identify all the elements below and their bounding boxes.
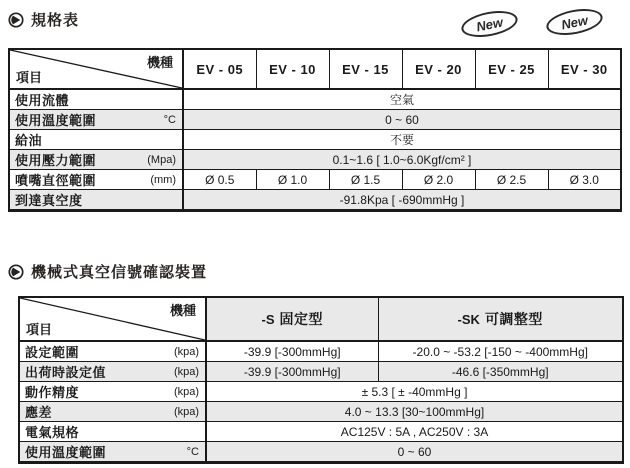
row-value-sk: -46.6 [-350mmHg] [378,362,623,382]
table-row [9,89,621,110]
column-header-ev25: EV - 25 [475,49,548,89]
section-title-text: 規格表 [31,12,80,29]
vacuum-switch-table [18,296,624,464]
row-label-cell [9,170,183,190]
row-label-cell [9,130,183,150]
row-label: 噴嘴直徑範圍 [15,173,97,188]
row-label-cell [9,89,183,110]
spec-table [8,48,622,212]
nozzle-diameter-value: Ø 1.5 [329,170,402,190]
row-label-cell [19,442,206,463]
column-header-ev30: EV - 30 [548,49,621,89]
model-code: -S [261,312,275,327]
nozzle-diameter-value: Ø 2.5 [475,170,548,190]
play-circle-icon [8,264,24,280]
row-label-cell [9,150,183,170]
table-row [9,150,621,170]
play-circle-icon [8,12,24,28]
section-title-text: 機械式真空信號確認裝置 [31,264,208,281]
row-value-s: -39.9 [-300mmHg] [206,362,378,382]
corner-cell [19,297,206,341]
nozzle-diameter-value: Ø 2.0 [402,170,475,190]
table-row [9,170,621,190]
spec-section-title [8,9,79,30]
column-header-ev20: EV - 20 [402,49,475,89]
table-row [19,382,623,402]
row-unit: °C [163,113,176,126]
row-unit: (kpa) [173,385,199,398]
table-row [19,362,623,382]
row-value: AC125V : 5A , AC250V : 3A [206,422,623,442]
row-value: 4.0 ~ 13.3 [30~100mmHg] [206,402,623,422]
row-label: 電氣規格 [25,425,80,440]
table-row [19,341,623,362]
row-unit: (kpa) [173,345,199,358]
column-header-adjustable [378,297,623,341]
row-label: 到達真空度 [15,193,83,208]
row-label-cell [9,110,183,130]
new-badge [459,7,520,41]
row-label: 動作精度 [25,385,80,400]
table-row [9,130,621,150]
table-row [19,422,623,442]
row-label: 設定範圍 [25,345,80,360]
table-row [9,110,621,130]
row-label: 使用溫度範圍 [15,113,97,128]
row-value: 0 ~ 60 [206,442,623,463]
row-label: 使用溫度範圍 [25,445,107,460]
column-header-ev10: EV - 10 [256,49,329,89]
table-row [19,442,623,463]
row-label: 出荷時設定值 [25,365,107,380]
switch-table-header-row [19,297,623,341]
new-badge [544,5,605,39]
row-label: 應差 [25,405,53,420]
nozzle-diameter-value: Ø 3.0 [548,170,621,190]
new-badge-text: New [474,14,505,34]
row-value: 不要 [183,130,621,150]
row-label: 給油 [15,133,43,148]
corner-cell [9,49,183,89]
row-unit: (kpa) [173,405,199,418]
model-type: 固定型 [279,311,323,327]
row-label-cell [19,382,206,402]
row-unit: °C [186,445,199,458]
row-value: 空氣 [183,89,621,110]
column-header-ev15: EV - 15 [329,49,402,89]
spec-table-header-row [9,49,621,89]
corner-label-model: 機種 [169,303,196,318]
new-badge-text: New [559,12,590,32]
column-header-fixed [206,297,378,341]
nozzle-diameter-value: Ø 0.5 [183,170,256,190]
row-value: 0.1~1.6 [ 1.0~6.0Kgf/cm² ] [183,150,621,170]
row-value: -91.8Kpa [ -690mmHg ] [183,190,621,211]
corner-label-item: 項目 [16,70,43,85]
row-unit: (mm) [150,173,176,186]
corner-label-model: 機種 [146,55,173,70]
row-label-cell [19,362,206,382]
row-label: 使用壓力範圍 [15,153,97,168]
table-row [9,190,621,211]
row-value: 0 ~ 60 [183,110,621,130]
row-value-sk: -20.0 ~ -53.2 [-150 ~ -400mmHg] [378,341,623,362]
row-value-s: -39.9 [-300mmHg] [206,341,378,362]
model-type: 可調整型 [484,311,543,327]
row-label-cell [19,341,206,362]
corner-label-item: 項目 [26,322,53,337]
row-unit: (kpa) [173,365,199,378]
table-row [19,402,623,422]
switch-section-title [8,261,207,282]
row-unit: (Mpa) [147,153,176,166]
row-value: ± 5.3 [ ± -40mmHg ] [206,382,623,402]
nozzle-diameter-value: Ø 1.0 [256,170,329,190]
row-label-cell [19,402,206,422]
model-code: -SK [457,312,480,327]
row-label: 使用流體 [15,93,70,108]
column-header-ev05: EV - 05 [183,49,256,89]
row-label-cell [19,422,206,442]
row-label-cell [9,190,183,211]
